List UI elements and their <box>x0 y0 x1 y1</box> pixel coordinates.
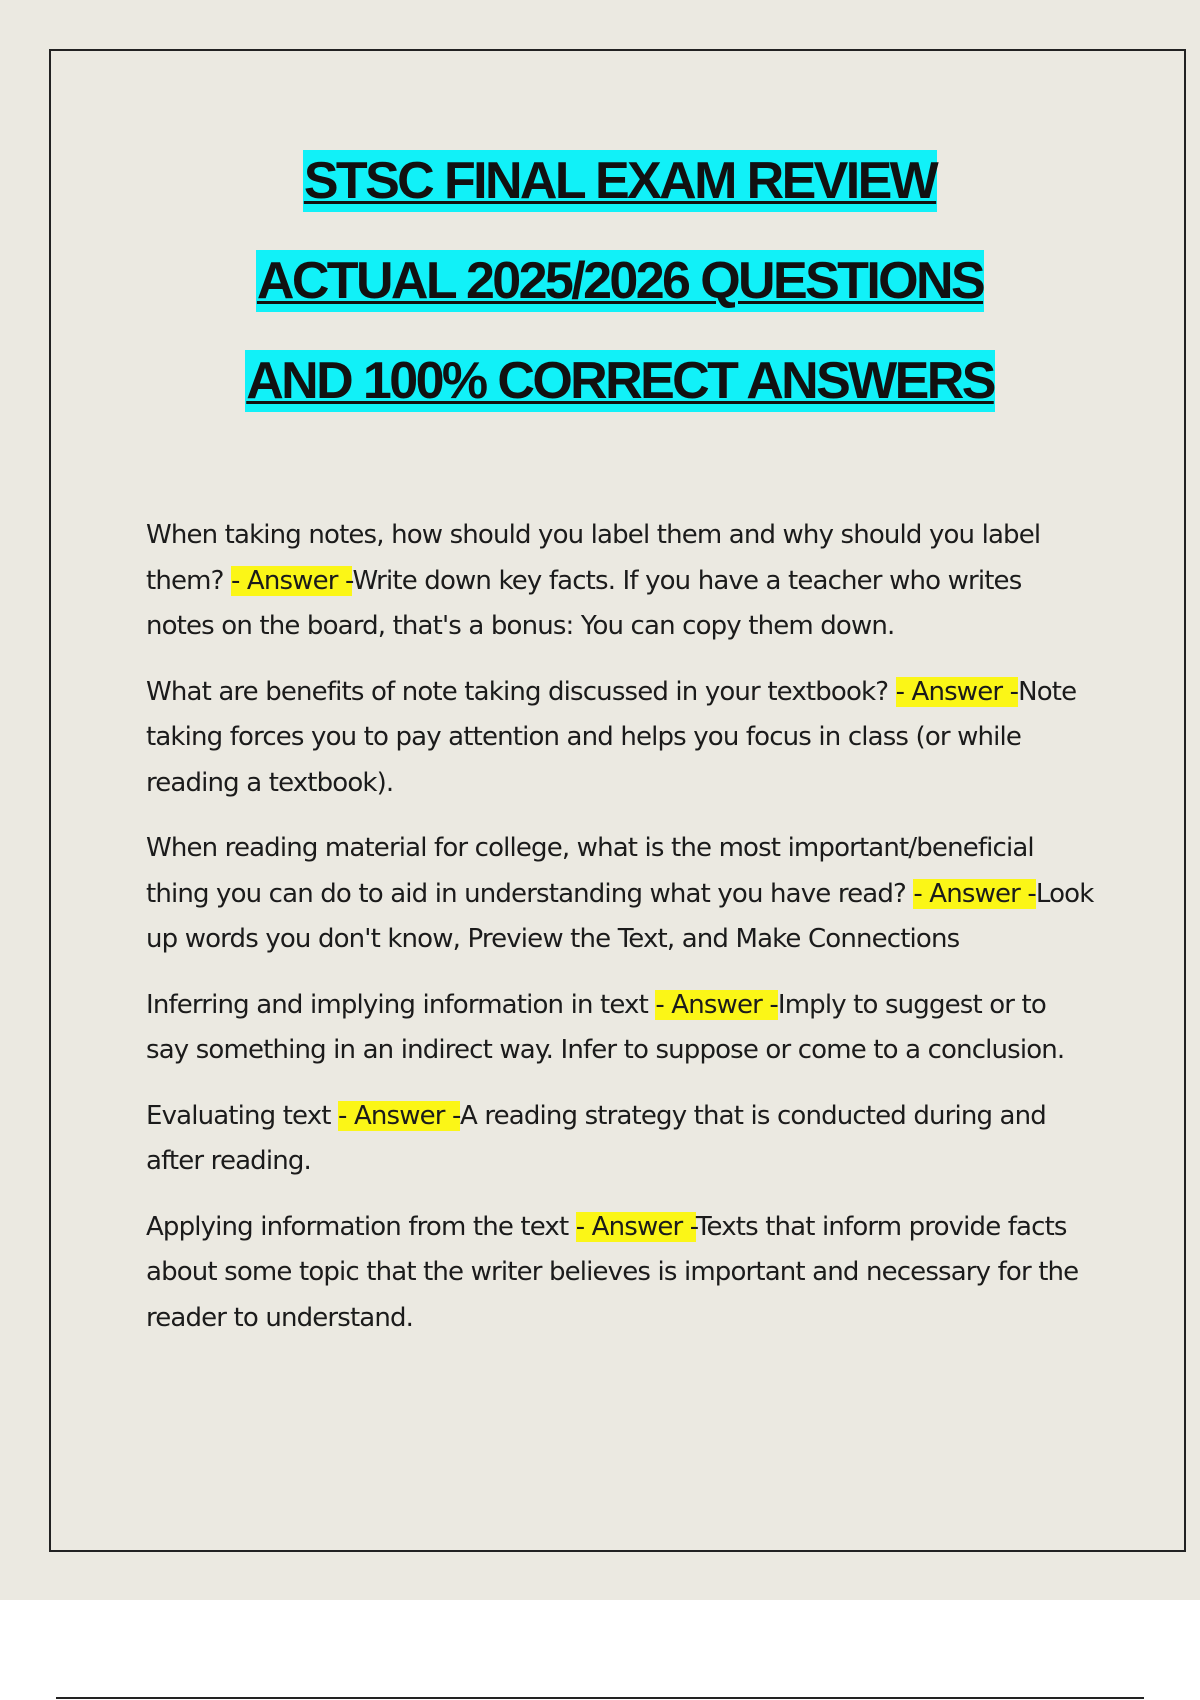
answer-label: - Answer - <box>655 989 778 1020</box>
answer-label: - Answer - <box>913 878 1036 909</box>
answer-text: Note taking forces you to pay attention and helps you focus in class (or while reading a textbook). <box>146 676 1077 798</box>
answer-label: - Answer - <box>895 676 1019 707</box>
question-text: Applying information from the text <box>146 1211 576 1242</box>
document-title <box>0 143 1200 443</box>
question-text: Inferring and implying information in text <box>146 989 656 1020</box>
question-text: When reading material for college, what is the most important/beneficial thing you can do to aid in understanding what you have read? <box>146 833 1034 909</box>
qa-item <box>146 513 1094 650</box>
answer-label: - Answer - <box>230 565 353 596</box>
qa-item <box>146 983 1094 1074</box>
answer-text: Write down key facts. If you have a teacher who writes notes on the board, that's a bonus: You can copy them down. <box>146 565 1022 641</box>
bottom-divider <box>56 1697 1144 1699</box>
title-line-3: AND 100% CORRECT ANSWERS <box>246 352 994 410</box>
answer-label: - Answer - <box>575 1211 696 1242</box>
question-text: When taking notes, how should you label them and why should you label them? <box>146 520 1041 596</box>
title-line-2-row <box>0 243 1200 343</box>
question-text: What are benefits of note taking discussed in your textbook? <box>146 676 896 707</box>
title-line-1: STSC FINAL EXAM REVIEW <box>303 152 937 210</box>
title-line-1-row <box>0 143 1200 243</box>
title-line-3-row <box>0 343 1200 443</box>
answer-text: A reading strategy that is conducted during and after reading. <box>146 1100 1046 1176</box>
qa-item <box>146 826 1094 963</box>
qa-item <box>146 1094 1094 1185</box>
qa-item <box>146 670 1094 807</box>
answer-text: Look up words you don't know, Preview the Text, and Make Connections <box>146 878 1094 954</box>
qa-item <box>146 1205 1094 1342</box>
title-line-2: ACTUAL 2025/2026 QUESTIONS <box>256 252 984 310</box>
question-text: Evaluating text <box>146 1100 339 1131</box>
answer-label: - Answer - <box>338 1100 461 1131</box>
answer-text: Imply to suggest or to say something in an indirect way. Infer to suppose or come to a conclusion. <box>146 989 1065 1065</box>
question-answer-list <box>146 513 1094 1361</box>
answer-text: Texts that inform provide facts about some topic that the writer believes is important and necessary for the reader to understand. <box>146 1211 1079 1333</box>
